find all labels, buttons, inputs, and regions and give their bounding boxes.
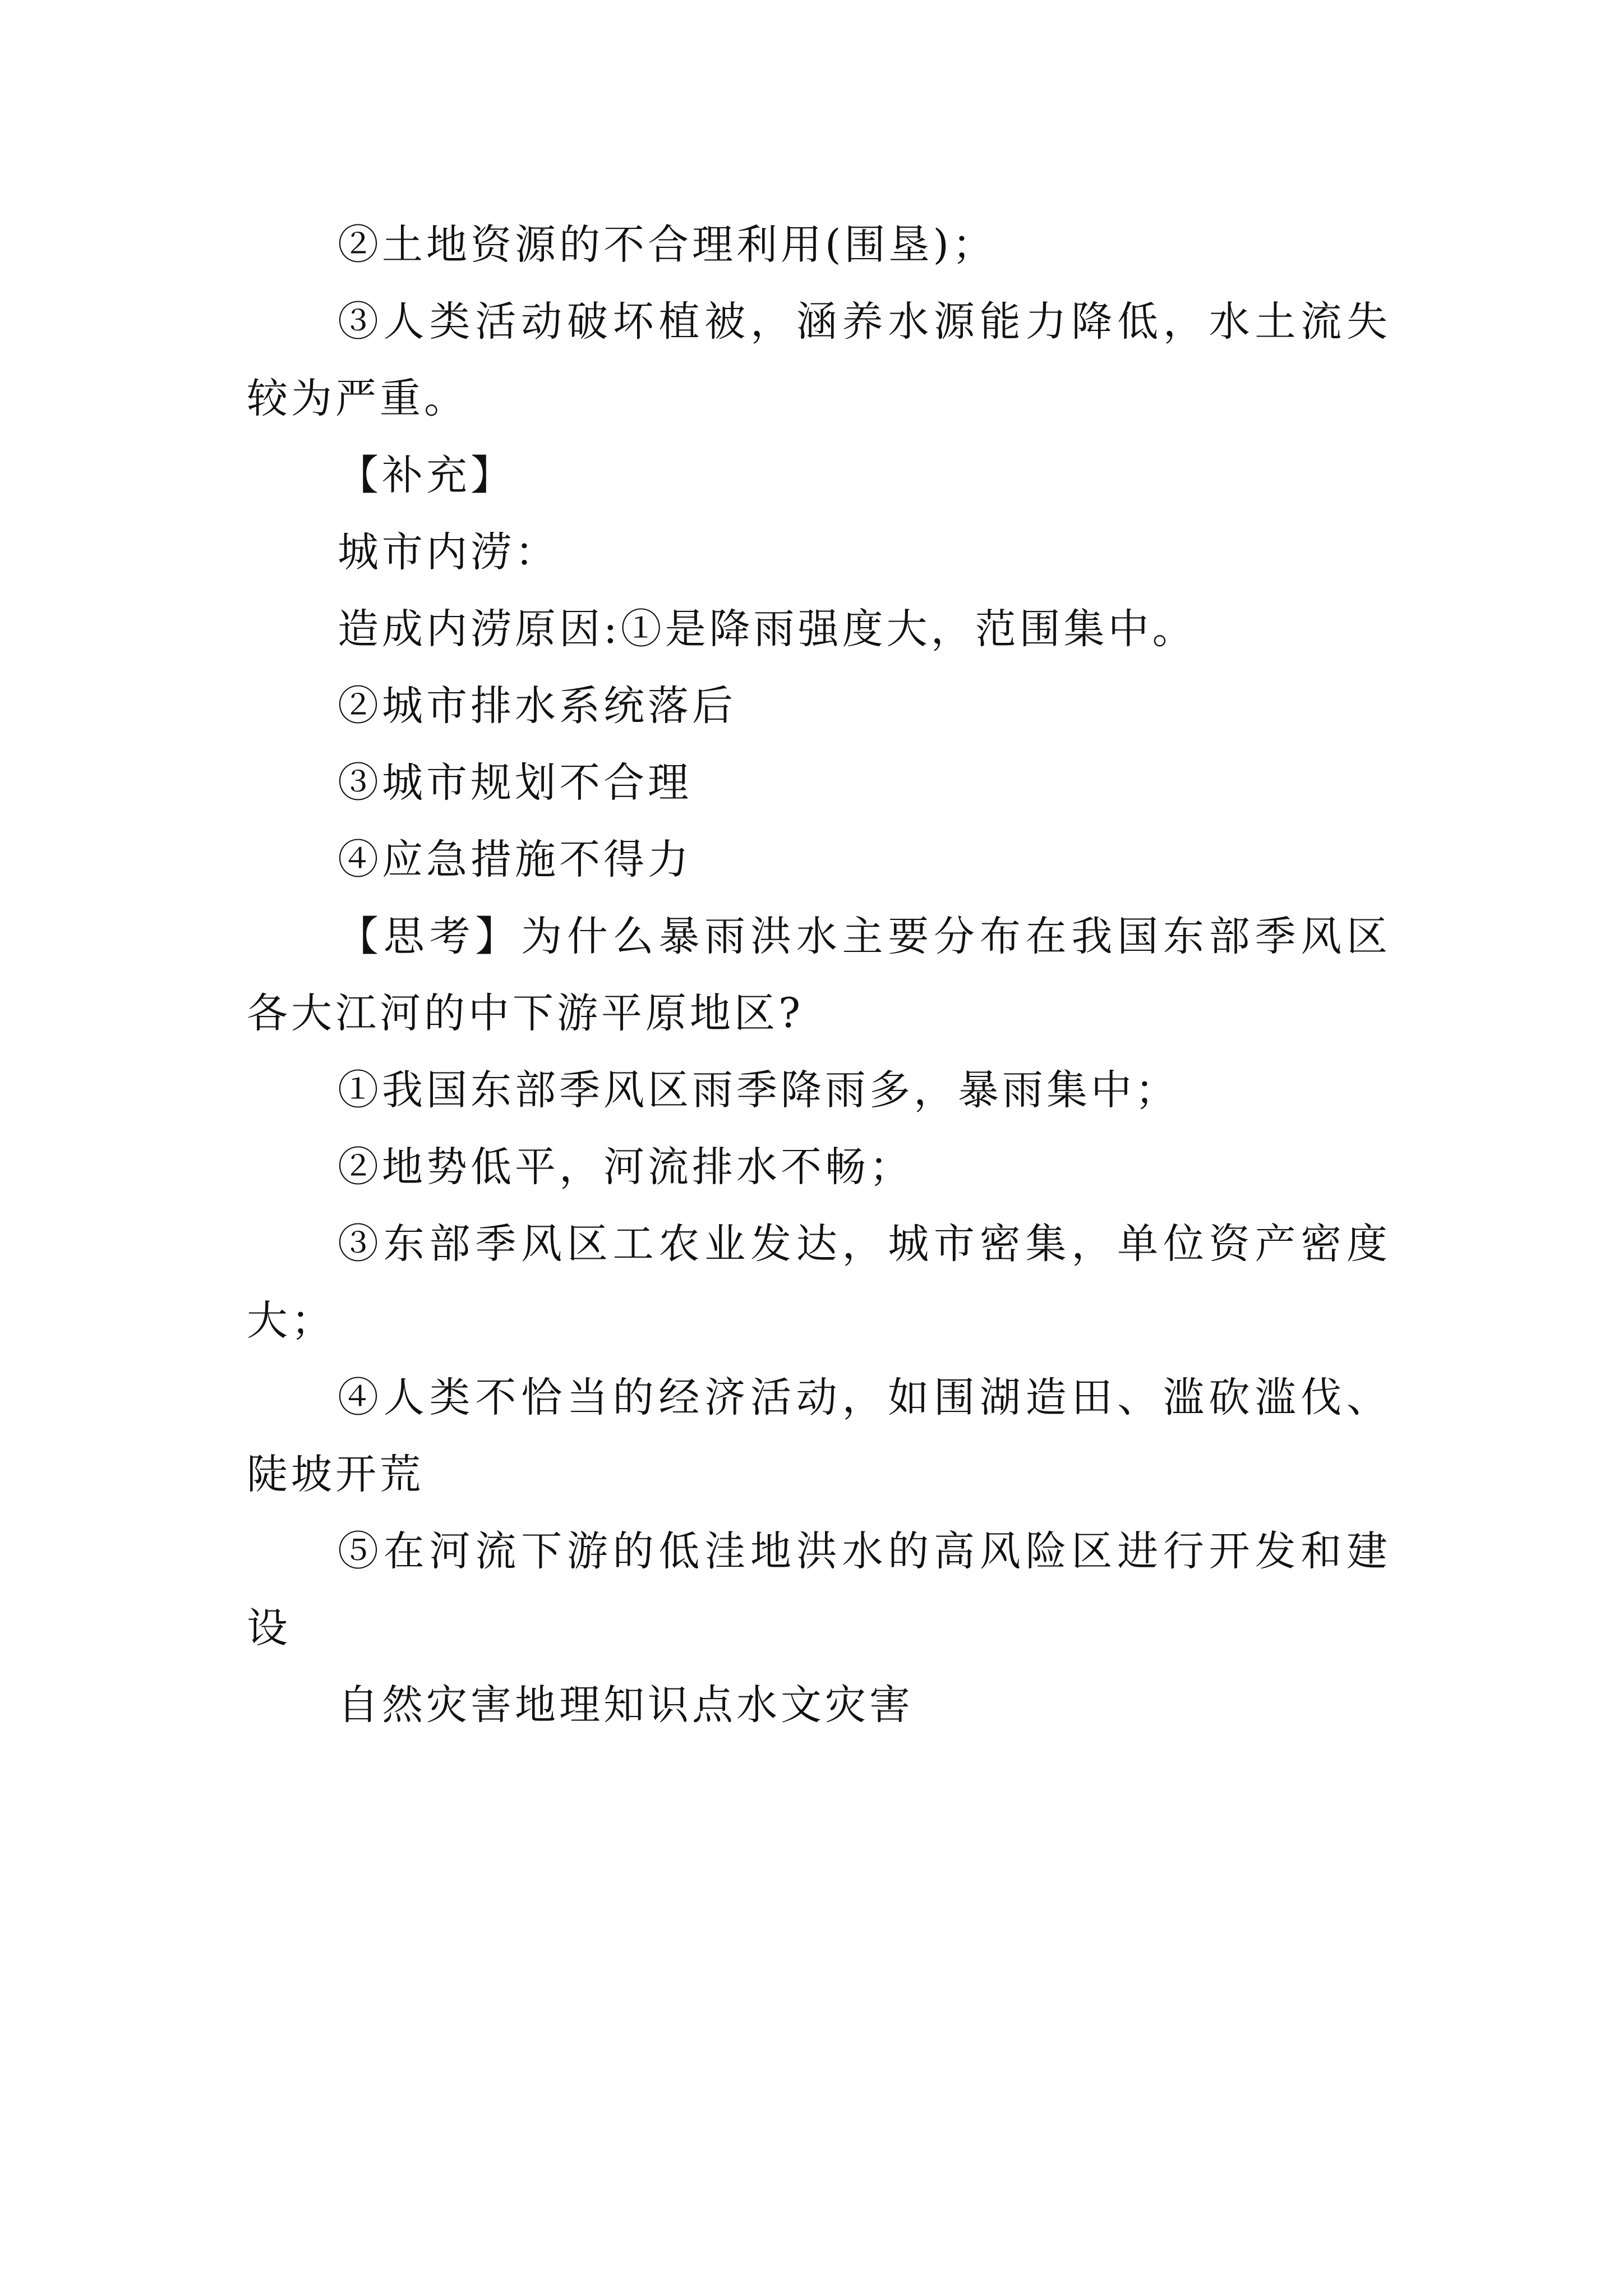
paragraph-answer-rainfall: ①我国东部季风区雨季降雨多，暴雨集中； [338,1066,1179,1114]
paragraph-answer-economy: ③东部季风区工农业发达，城市密集，单位资产密度大； [247,1220,1391,1345]
paragraph-cause-rainfall: 造成内涝原因:①是降雨强度大，范围集中。 [338,605,1197,653]
paragraph-land-use: ②土地资源的不合理利用(围垦)； [338,221,997,269]
paragraph-answer-terrain: ②地势低平，河流排水不畅； [338,1143,914,1191]
paragraph-vegetation: ③人类活动破坏植被，涵养水源能力降低，水土流失较为严重。 [247,298,1391,422]
paragraph-urban-waterlogging: 城市内涝： [338,528,559,576]
paragraph-supplement-heading: 【补充】 [338,452,515,499]
paragraph-answer-human-activity: ④人类不恰当的经济活动，如围湖造田、滥砍滥伐、陡坡开荒 [247,1374,1391,1498]
paragraph-think-question: 【思考】为什么暴雨洪水主要分布在我国东部季风区各大江河的中下游平原地区? [247,913,1391,1037]
document-body [247,206,1391,1743]
paragraph-answer-development: ⑤在河流下游的低洼地洪水的高风险区进行开发和建设 [247,1527,1391,1652]
paragraph-footer-title: 自然灾害地理知识点水文灾害 [338,1681,914,1729]
paragraph-cause-emergency: ④应急措施不得力 [338,836,692,884]
paragraph-cause-planning: ③城市规划不合理 [338,759,692,807]
paragraph-cause-drainage: ②城市排水系统落后 [338,682,736,730]
